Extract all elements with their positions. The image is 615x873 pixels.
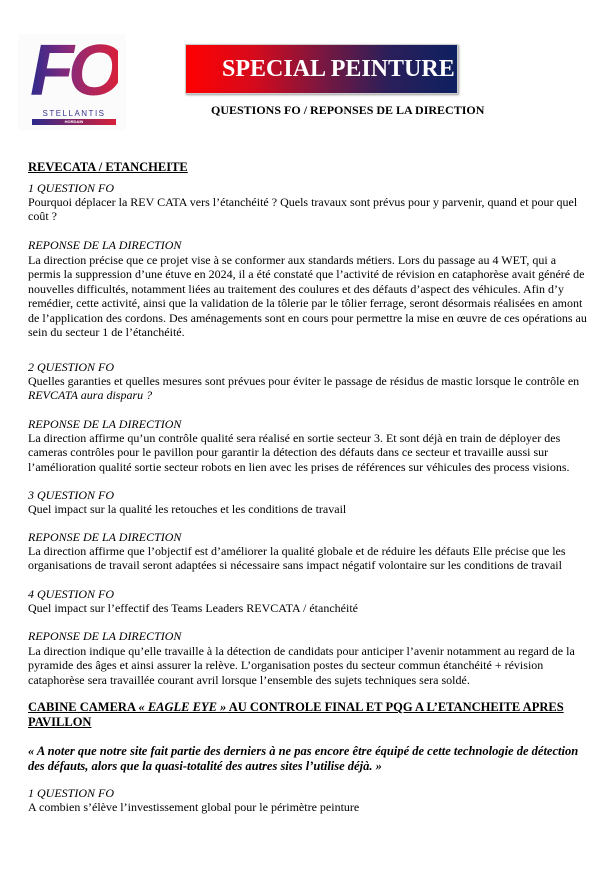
heading-italic-part: « EAGLE EYE » — [138, 700, 227, 714]
question-text-main: Quelles garanties et quelles mesures sont prévues pour éviter le passage de résidus de mastic lorsque le contrôle en — [28, 374, 580, 388]
heading-part: AU CONTROLE FINAL ET PQG A L’ETANCHEITE APRES PAVILLON — [28, 700, 564, 729]
question-text: Pourquoi déplacer la REV CATA vers l’étanchéité ? Quels travaux sont prévus pour y parvenir, quand et pour quel coût ? — [28, 195, 578, 224]
response-text: La direction indique qu’elle travaille à la détection de candidats pour anticiper l’avenir notamment au regard de la pyramide des âges et ainsi assurer la relève. L’organisation postes du secteur commun étanchéité + révision cataphorèse sera travaillée courant avril lorsque l’ensemble des sujets techniques sera soldé. — [28, 644, 575, 687]
section-heading — [28, 700, 590, 730]
response-label: REPONSE DE LA DIRECTION — [28, 629, 182, 643]
title-banner — [185, 44, 458, 94]
fo-stellantis-logo — [18, 31, 126, 130]
question-label: 1 QUESTION FO — [28, 181, 114, 195]
section-heading: REVECATA / ETANCHEITE — [28, 160, 188, 174]
response-label: REPONSE DE LA DIRECTION — [28, 530, 182, 544]
page-title: SPECIAL PEINTURE — [222, 56, 455, 82]
heading-part: CABINE CAMERA — [28, 700, 139, 714]
question-label: 2 QUESTION FO — [28, 360, 114, 374]
question-label: 4 QUESTION FO — [28, 587, 114, 601]
question-text: Quel impact sur l’effectif des Teams Leaders REVCATA / étanchéité — [28, 601, 358, 615]
question-text — [28, 374, 590, 403]
question-text: Quel impact sur la qualité les retouches et les conditions de travail — [28, 502, 347, 516]
highlight-quote: « A noter que notre site fait partie des derniers à ne pas encore être équipé de cette technologie de détection des défauts, alors que la quasi-totalité des autres sites l’utilise déjà. » — [28, 744, 579, 773]
question-text-italic: REVCATA aura disparu ? — [28, 388, 153, 403]
question-label: 3 QUESTION FO — [28, 488, 114, 502]
logo-letters: FO — [30, 31, 118, 111]
response-label: REPONSE DE LA DIRECTION — [28, 417, 182, 431]
question-text: A combien s’élève l’investissement global pour le périmètre peinture — [28, 800, 360, 814]
response-label: REPONSE DE LA DIRECTION — [28, 238, 182, 252]
response-text: La direction précise que ce projet vise à se conformer aux standards métiers. Lors du passage au 4 WET, qui a permis la suppression d’une étuve en 2024, il a été constaté que l’activité de révision en cataphorèse avait généré de nouvelles difficultés, notamment liées au traitement des coulures et des défauts d’aspect des véhicules. Afin d’y remédier, cette activité, ainsi que la validation de la tôlerie par le tôlier ferrage, seront désormais réalisées en amont de l’application des cordons. Des aménagements sont en cours pour permettre la mise en œuvre de ces opérations au sein du secteur 1 de l’étanchéité. — [28, 253, 587, 340]
page-subtitle: QUESTIONS FO / REPONSES DE LA DIRECTION — [211, 103, 485, 117]
question-label: 1 QUESTION FO — [28, 786, 114, 800]
response-text: La direction affirme que l’objectif est d’améliorer la qualité globale et de réduire les défauts Elle précise que les organisations de travail seront adaptées si nécessaire sans impact négatif volontaire sur les conditions de travail — [28, 544, 566, 573]
logo-brand: STELLANTIS — [42, 109, 106, 118]
logo-site: HORDAIN — [32, 119, 116, 125]
response-text: La direction affirme qu’un contrôle qualité sera réalisé en sortie secteur 3. Et sont déjà en train de déployer des cameras contrôles pour le pavillon pour garantir la détection des défauts dans ce secteur et travaille aussi sur l’amélioration qualité sortie secteur robots en lien avec les prises de références sur véhicules des process visions. — [28, 431, 570, 474]
